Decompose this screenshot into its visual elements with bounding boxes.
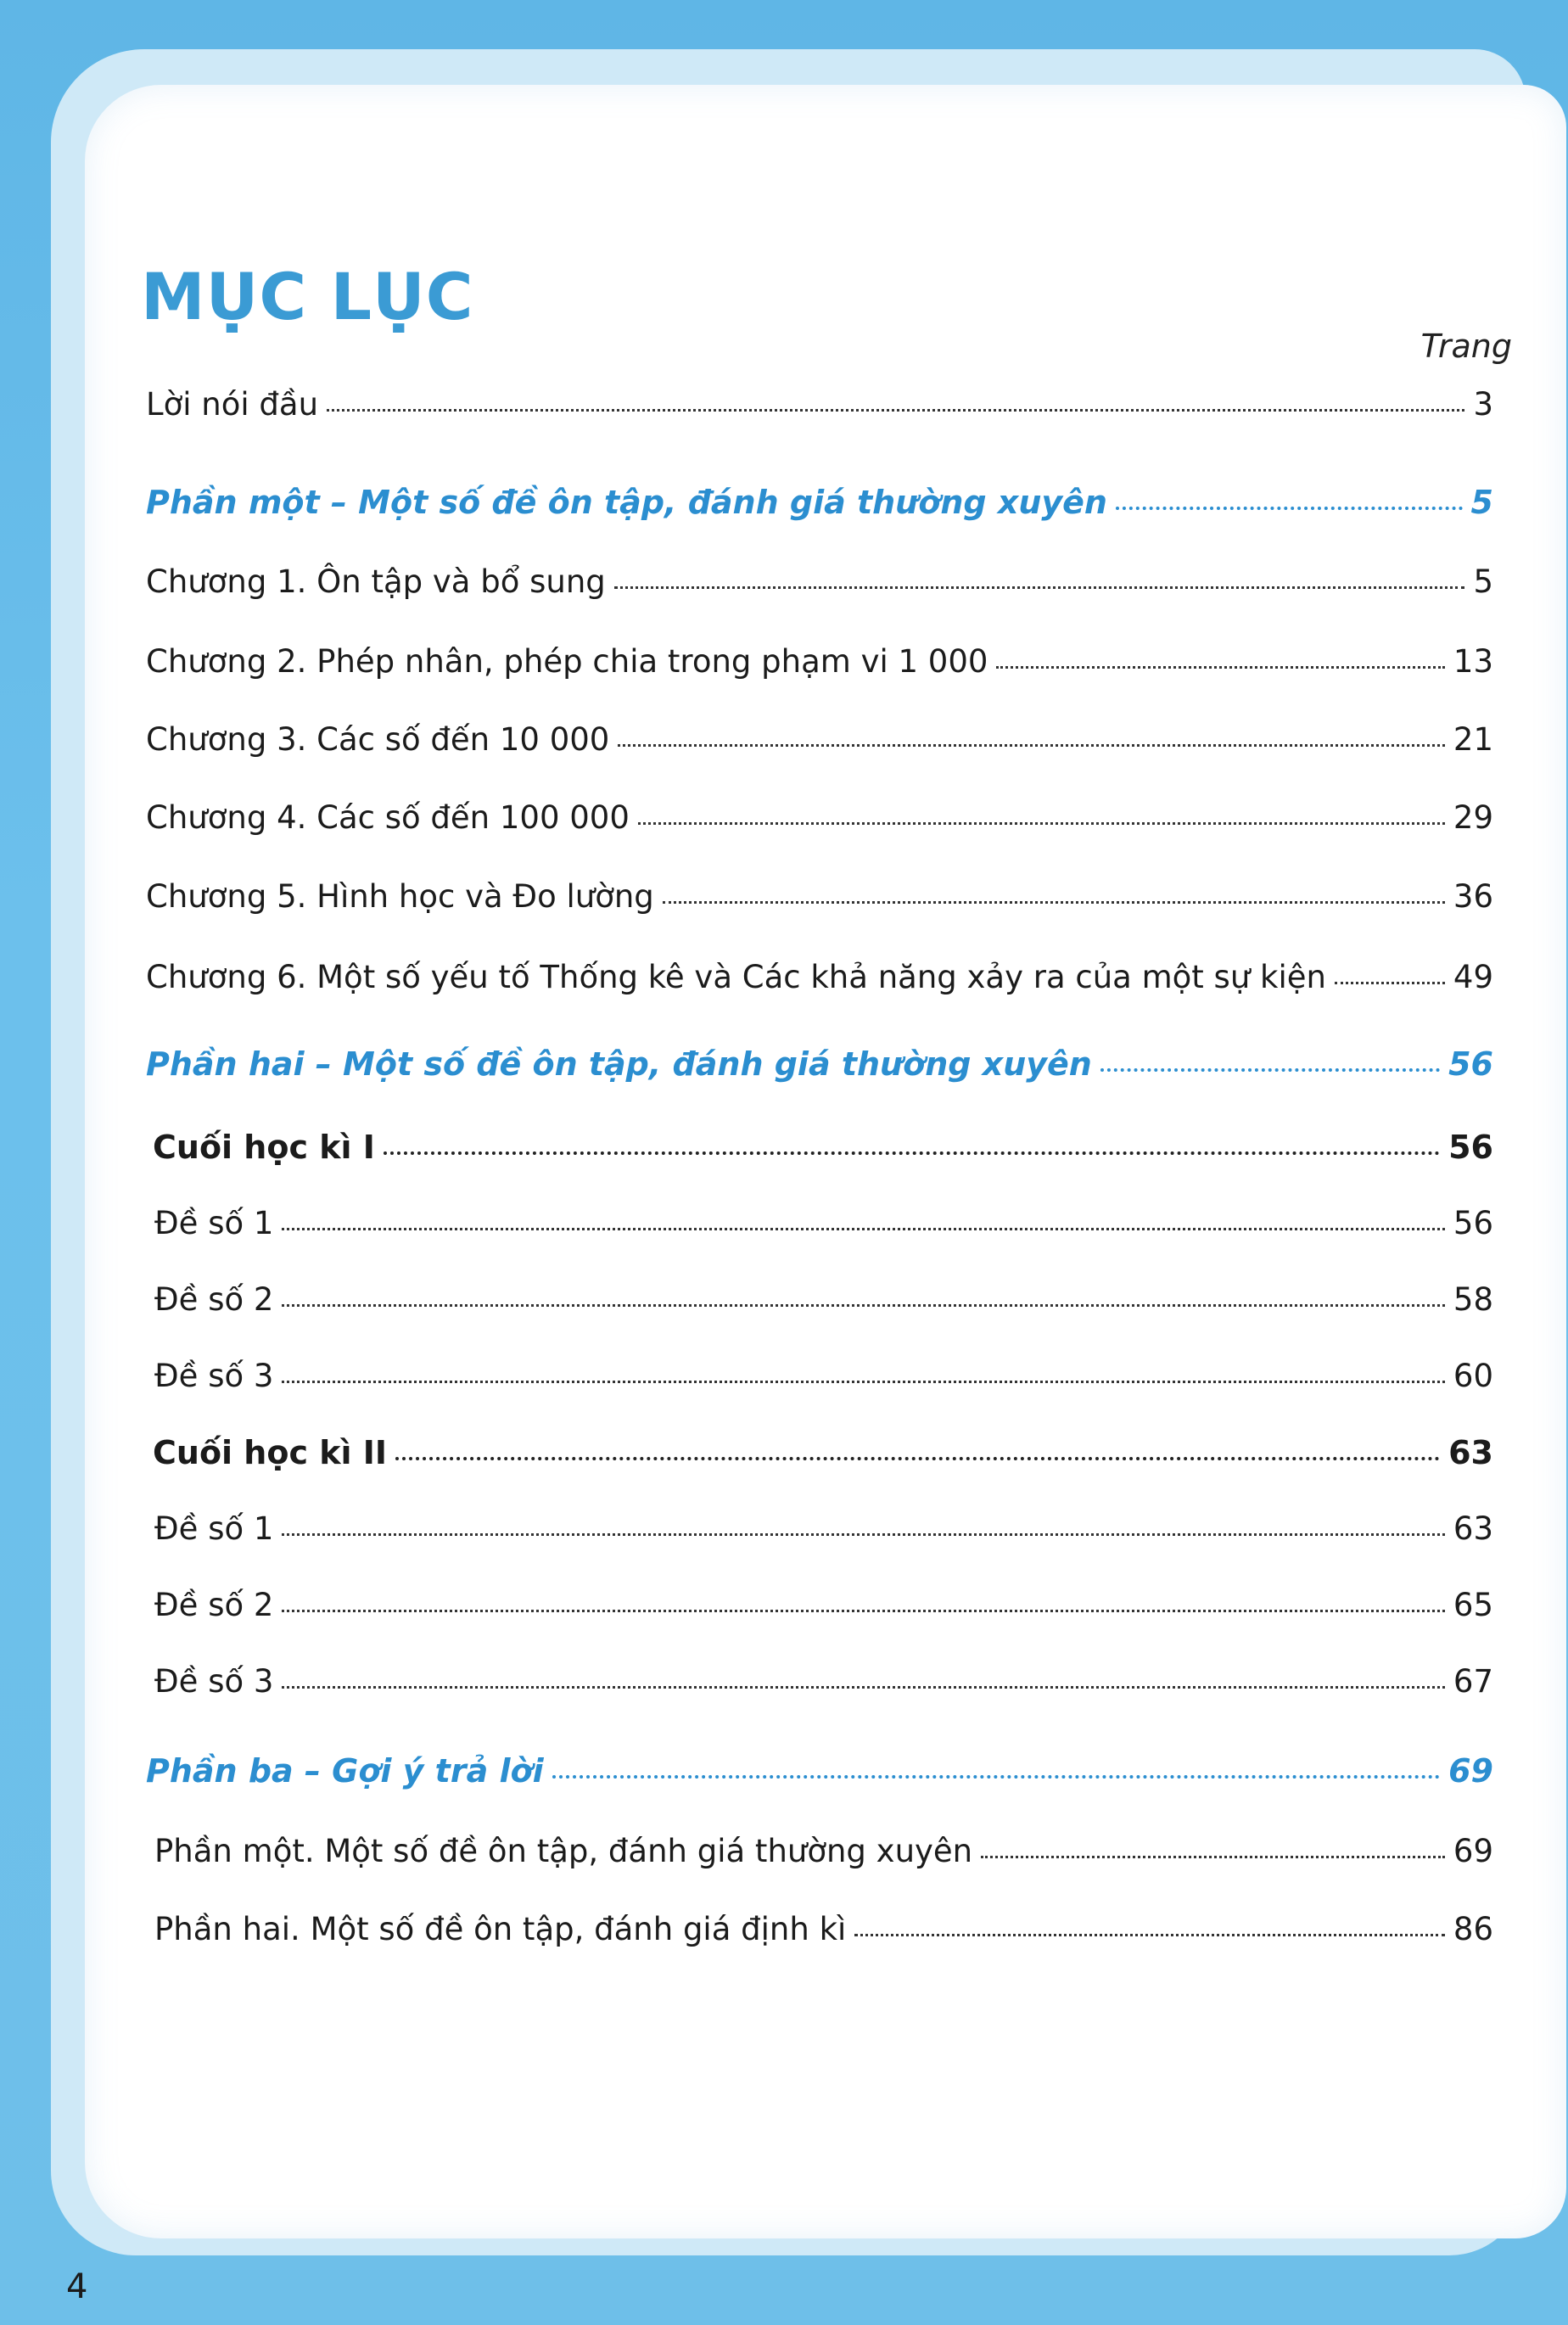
toc-term-1-test-1[interactable] xyxy=(154,1205,1493,1241)
dot-leader xyxy=(395,1450,1440,1460)
toc-entry-page: 5 xyxy=(1470,484,1493,521)
toc-entry-page: 67 xyxy=(1453,1663,1493,1700)
toc-term-1-test-3[interactable] xyxy=(154,1358,1493,1394)
toc-entry-label: Phần ba – Gợi ý trả lời xyxy=(146,1752,544,1790)
toc-term-2-test-1[interactable] xyxy=(154,1510,1493,1547)
toc-entry-page: 86 xyxy=(1453,1911,1493,1947)
toc-chapter-5[interactable] xyxy=(146,878,1493,915)
toc-entry-label: Chương 6. Một số yếu tố Thống kê và Các khả năng xảy ra của một sự kiện xyxy=(146,959,1326,995)
toc-entry-label: Đề số 3 xyxy=(154,1663,274,1700)
dot-leader xyxy=(1116,500,1463,510)
toc-term-2-test-2[interactable] xyxy=(154,1587,1493,1623)
toc-entry-page: 69 xyxy=(1448,1752,1493,1790)
toc-entry-page: 56 xyxy=(1448,1045,1493,1083)
dot-leader xyxy=(282,1527,1444,1536)
toc-entry-label: Phần hai. Một số đề ôn tập, đánh giá định kì xyxy=(154,1911,847,1947)
toc-entry-label: Cuối học kì I xyxy=(153,1129,375,1166)
toc-entry-label: Phần hai – Một số đề ôn tập, đánh giá thường xuyên xyxy=(146,1045,1092,1083)
toc-entry-page: 56 xyxy=(1453,1205,1493,1241)
dot-leader xyxy=(854,1927,1445,1936)
toc-entry-page: 63 xyxy=(1448,1434,1493,1471)
footer-page-number: 4 xyxy=(66,2267,88,2306)
dot-leader xyxy=(1100,1062,1440,1072)
toc-chapter-6[interactable] xyxy=(146,959,1493,995)
toc-entry-page: 65 xyxy=(1453,1587,1493,1623)
toc-entry-page: 21 xyxy=(1453,721,1493,758)
dot-leader xyxy=(614,580,1464,589)
toc-entry-label: Chương 3. Các số đến 10 000 xyxy=(146,721,610,758)
dot-leader xyxy=(552,1768,1440,1779)
toc-entry-page: 5 xyxy=(1473,563,1493,600)
toc-entry-label: Đề số 2 xyxy=(154,1587,274,1623)
dot-leader xyxy=(638,815,1445,825)
toc-entry-label: Phần một – Một số đề ôn tập, đánh giá thường xuyên xyxy=(146,484,1107,521)
toc-term-1[interactable] xyxy=(153,1129,1493,1166)
toc-entry-label: Chương 5. Hình học và Đo lường xyxy=(146,878,654,915)
toc-answers-part-one[interactable] xyxy=(154,1833,1493,1869)
toc-entry-page: 60 xyxy=(1453,1358,1493,1394)
toc-entry-label: Chương 1. Ôn tập và bổ sung xyxy=(146,563,606,600)
toc-entry-label: Chương 4. Các số đến 100 000 xyxy=(146,799,630,836)
toc-part-two[interactable] xyxy=(146,1045,1493,1083)
dot-leader xyxy=(618,737,1445,747)
toc-chapter-4[interactable] xyxy=(146,799,1493,836)
dot-leader xyxy=(1335,975,1445,984)
toc-entry-page: 56 xyxy=(1448,1129,1493,1166)
toc-entry-page: 36 xyxy=(1453,878,1493,915)
toc-entry-label: Cuối học kì II xyxy=(153,1434,388,1471)
toc-part-three[interactable] xyxy=(146,1752,1493,1790)
toc-chapter-3[interactable] xyxy=(146,721,1493,758)
page-column-label: Trang xyxy=(1420,328,1512,365)
toc-entry-label: Đề số 2 xyxy=(154,1281,274,1318)
toc-entry-page: 3 xyxy=(1473,386,1493,423)
toc-term-1-test-2[interactable] xyxy=(154,1281,1493,1318)
toc-entry-label: Đề số 3 xyxy=(154,1358,274,1394)
toc-entry-page: 49 xyxy=(1453,959,1493,995)
dot-leader xyxy=(384,1145,1440,1155)
toc-entry-label: Chương 2. Phép nhân, phép chia trong phạm vi 1 000 xyxy=(146,643,988,680)
toc-chapter-2[interactable] xyxy=(146,643,1493,680)
toc-entry-page: 58 xyxy=(1453,1281,1493,1318)
toc-entry-label: Đề số 1 xyxy=(154,1510,274,1547)
toc-chapter-1[interactable] xyxy=(146,563,1493,600)
dot-leader xyxy=(327,402,1464,412)
dot-leader xyxy=(996,659,1444,669)
toc-part-one[interactable] xyxy=(146,484,1493,521)
dot-leader xyxy=(282,1374,1444,1383)
dot-leader xyxy=(282,1603,1444,1612)
toc-term-2[interactable] xyxy=(153,1434,1493,1471)
toc-answers-part-two[interactable] xyxy=(154,1911,1493,1947)
toc-entry-page: 29 xyxy=(1453,799,1493,836)
toc-entry-label: Lời nói đầu xyxy=(146,386,319,423)
dot-leader xyxy=(663,894,1445,904)
dot-leader xyxy=(282,1679,1444,1689)
toc-entry-label: Phần một. Một số đề ôn tập, đánh giá thường xuyên xyxy=(154,1833,973,1869)
page-title: MỤC LỤC xyxy=(141,259,474,334)
dot-leader xyxy=(981,1849,1445,1858)
toc-entry-page: 69 xyxy=(1453,1833,1493,1869)
toc-entry-page: 63 xyxy=(1453,1510,1493,1547)
toc-entry-preface[interactable] xyxy=(146,386,1493,423)
dot-leader xyxy=(282,1221,1444,1230)
dot-leader xyxy=(282,1297,1444,1307)
toc-term-2-test-3[interactable] xyxy=(154,1663,1493,1700)
toc-entry-label: Đề số 1 xyxy=(154,1205,274,1241)
toc-entry-page: 13 xyxy=(1453,643,1493,680)
